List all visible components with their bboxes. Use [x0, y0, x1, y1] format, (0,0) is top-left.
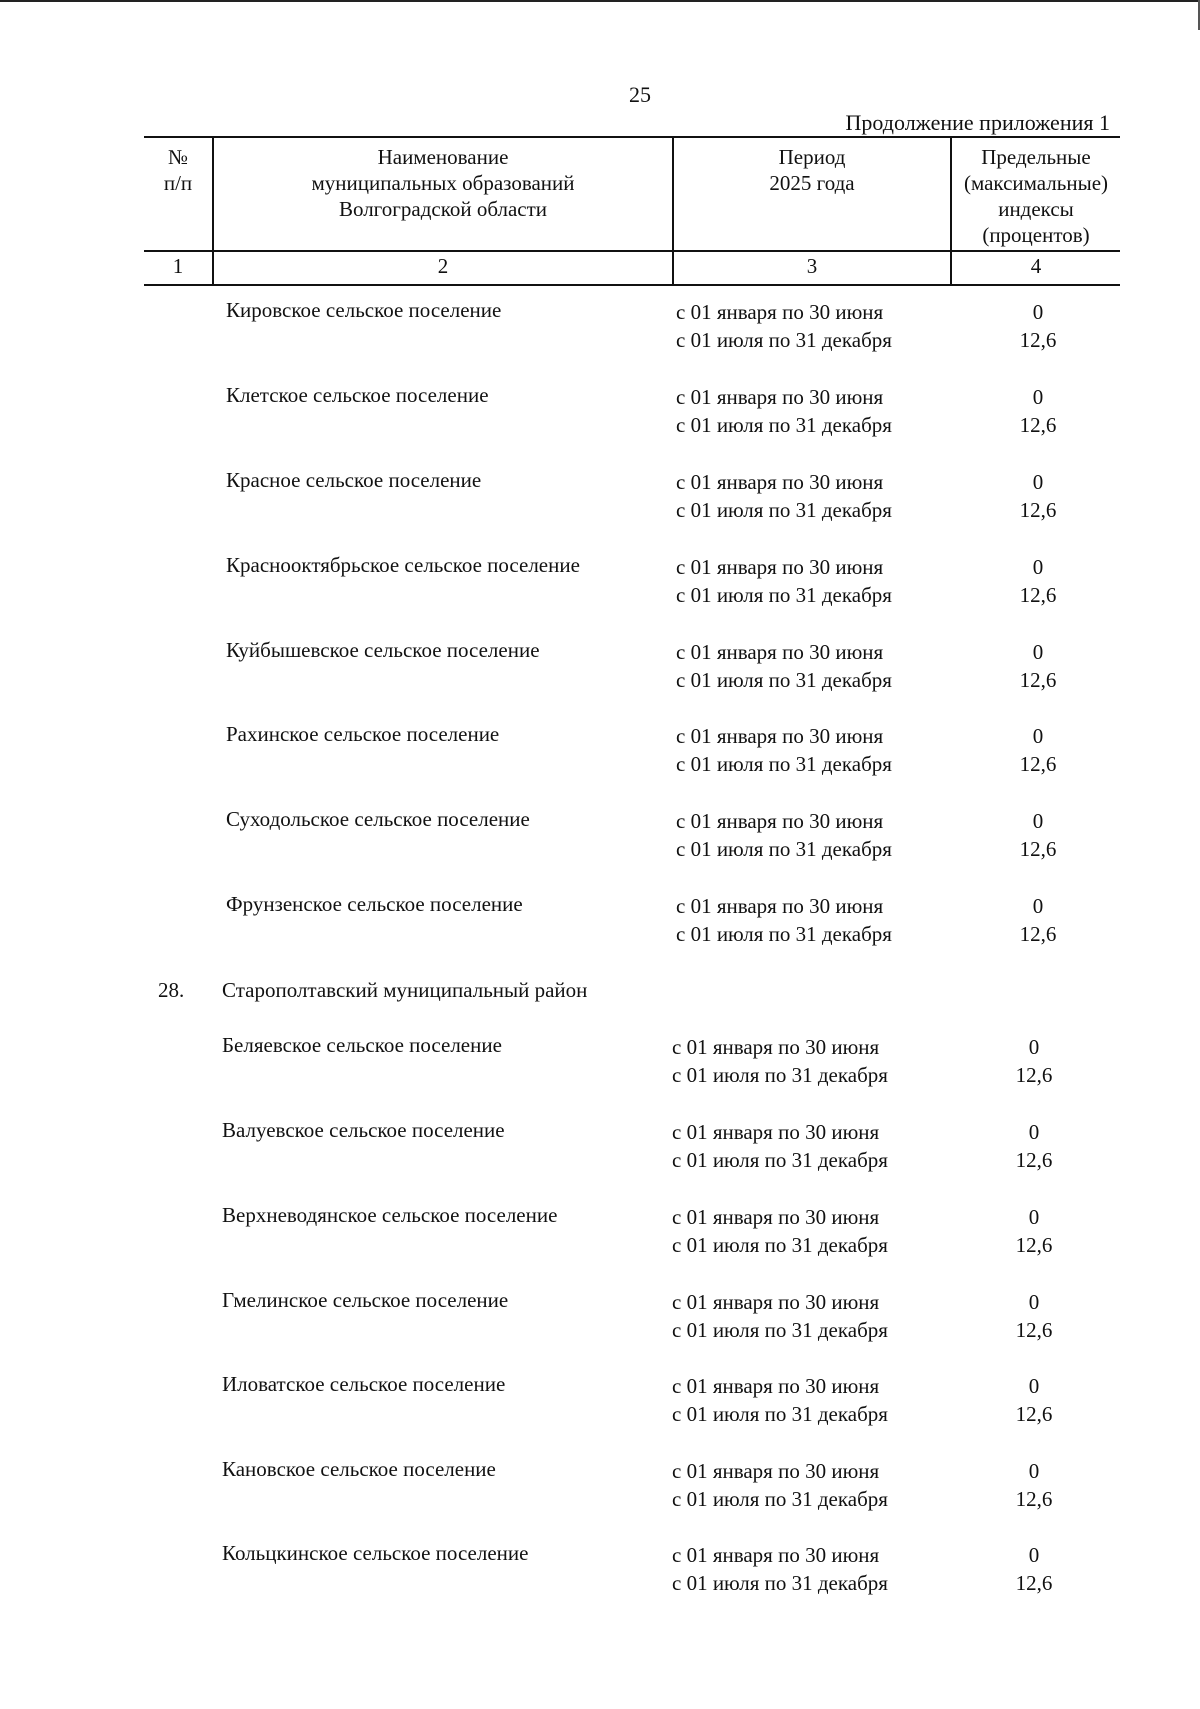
period-first-half: с 01 января по 30 июня — [676, 724, 884, 748]
table-row — [0, 468, 1200, 528]
period-first-half: с 01 января по 30 июня — [672, 1035, 880, 1059]
header-index-line: (процентов) — [982, 223, 1090, 247]
period-first-half: с 01 января по 30 июня — [676, 640, 884, 664]
header-index-line: (максимальные) — [963, 171, 1109, 195]
period-second-half: с 01 июля по 31 декабря — [676, 752, 892, 776]
index-second-half: 12,6 — [1019, 328, 1057, 352]
settlement-name: Кановское сельское поселение — [222, 1457, 496, 1481]
period-second-half: с 01 июля по 31 декабря — [676, 498, 892, 522]
settlement-name: Рахинское сельское поселение — [226, 722, 500, 746]
header-index-line: индексы — [998, 197, 1074, 221]
period-first-half: с 01 января по 30 июня — [676, 555, 884, 579]
table-row — [0, 383, 1200, 443]
page-number: 25 — [629, 82, 651, 107]
header-name-line: муниципальных образований — [311, 171, 575, 195]
table-row — [0, 1118, 1196, 1178]
table-row — [0, 553, 1200, 613]
index-second-half: 12,6 — [1015, 1063, 1053, 1087]
settlement-name: Верхневодянское сельское поселение — [222, 1203, 558, 1227]
period-second-half: с 01 июля по 31 декабря — [672, 1487, 888, 1511]
header-period-line: Период — [778, 145, 846, 169]
district-number: 28. — [158, 978, 185, 1002]
index-second-half: 12,6 — [1019, 668, 1057, 692]
period-second-half: с 01 июля по 31 декабря — [676, 837, 892, 861]
district-name: Старополтавский муниципальный район — [222, 978, 588, 1002]
index-first-half: 0 — [1028, 1374, 1040, 1398]
header-number — [144, 144, 212, 196]
header-number-line: № — [167, 145, 189, 169]
table-header — [144, 136, 1120, 286]
period-second-half: с 01 июля по 31 декабря — [672, 1318, 888, 1342]
header-name-line: Волгоградской области — [338, 197, 548, 221]
index-second-half: 12,6 — [1019, 922, 1057, 946]
table-row — [0, 298, 1200, 358]
index-first-half: 0 — [1032, 809, 1044, 833]
settlement-name: Суходольское сельское поселение — [226, 807, 530, 831]
index-first-half: 0 — [1032, 470, 1044, 494]
settlement-name: Кольцкинское сельское поселение — [222, 1541, 529, 1565]
index-second-half: 12,6 — [1019, 837, 1057, 861]
header-period-line: 2025 года — [769, 171, 855, 195]
settlement-name: Клетское сельское поселение — [226, 383, 489, 407]
index-first-half: 0 — [1028, 1290, 1040, 1314]
table-row — [0, 892, 1200, 952]
period-first-half: с 01 января по 30 июня — [672, 1205, 880, 1229]
period-first-half: с 01 января по 30 июня — [676, 809, 884, 833]
settlement-name: Куйбышевское сельское поселение — [226, 638, 540, 662]
column-number-3: 3 — [806, 254, 818, 278]
header-name — [214, 144, 672, 222]
period-first-half: с 01 января по 30 июня — [672, 1120, 880, 1144]
index-first-half: 0 — [1032, 724, 1044, 748]
header-bottom-rule — [144, 284, 1120, 286]
period-second-half: с 01 июля по 31 декабря — [676, 922, 892, 946]
index-second-half: 12,6 — [1015, 1487, 1053, 1511]
index-second-half: 12,6 — [1019, 752, 1057, 776]
period-second-half: с 01 июля по 31 декабря — [672, 1402, 888, 1426]
header-number-line: п/п — [163, 171, 193, 195]
period-second-half: с 01 июля по 31 декабря — [676, 583, 892, 607]
period-first-half: с 01 января по 30 июня — [672, 1374, 880, 1398]
index-second-half: 12,6 — [1015, 1233, 1053, 1257]
period-first-half: с 01 января по 30 июня — [676, 894, 884, 918]
table-row — [0, 1203, 1196, 1263]
settlement-name: Иловатское сельское поселение — [222, 1372, 506, 1396]
table-row — [0, 1033, 1196, 1093]
index-second-half: 12,6 — [1019, 413, 1057, 437]
column-number-4: 4 — [1030, 254, 1042, 278]
period-first-half: с 01 января по 30 июня — [672, 1459, 880, 1483]
table-row — [0, 1372, 1196, 1432]
table-row — [0, 1541, 1196, 1601]
index-first-half: 0 — [1032, 300, 1044, 324]
index-second-half: 12,6 — [1019, 583, 1057, 607]
column-number-1: 1 — [172, 254, 184, 278]
index-first-half: 0 — [1028, 1543, 1040, 1567]
period-second-half: с 01 июля по 31 декабря — [672, 1148, 888, 1172]
index-first-half: 0 — [1032, 640, 1044, 664]
period-first-half: с 01 января по 30 июня — [676, 385, 884, 409]
column-number-2: 2 — [437, 254, 449, 278]
scan-edge-top — [0, 0, 1200, 2]
settlement-name: Беляевское сельское поселение — [222, 1033, 502, 1057]
header-name-line: Наименование — [377, 145, 509, 169]
period-second-half: с 01 июля по 31 декабря — [672, 1233, 888, 1257]
period-first-half: с 01 января по 30 июня — [672, 1543, 880, 1567]
settlement-name: Фрунзенское сельское поселение — [226, 892, 523, 916]
header-top-rule — [144, 136, 1120, 138]
index-second-half: 12,6 — [1015, 1148, 1053, 1172]
index-second-half: 12,6 — [1015, 1571, 1053, 1595]
table-row — [0, 1457, 1196, 1517]
period-second-half: с 01 июля по 31 декабря — [676, 413, 892, 437]
index-first-half: 0 — [1032, 894, 1044, 918]
settlement-name: Краснооктябрьское сельское поселение — [226, 553, 580, 577]
index-first-half: 0 — [1032, 385, 1044, 409]
settlement-name: Красное сельское поселение — [226, 468, 482, 492]
index-first-half: 0 — [1028, 1035, 1040, 1059]
header-period — [674, 144, 950, 196]
period-first-half: с 01 января по 30 июня — [676, 300, 884, 324]
settlement-name: Кировское сельское поселение — [226, 298, 502, 322]
period-second-half: с 01 июля по 31 декабря — [672, 1571, 888, 1595]
table-row — [0, 638, 1200, 698]
period-first-half: с 01 января по 30 июня — [672, 1290, 880, 1314]
index-first-half: 0 — [1028, 1120, 1040, 1144]
header-mid-rule — [144, 250, 1120, 252]
table-row — [0, 807, 1200, 867]
header-index — [952, 144, 1120, 248]
index-first-half: 0 — [1028, 1205, 1040, 1229]
index-second-half: 12,6 — [1015, 1402, 1053, 1426]
period-second-half: с 01 июля по 31 декабря — [672, 1063, 888, 1087]
index-second-half: 12,6 — [1019, 498, 1057, 522]
index-first-half: 0 — [1028, 1459, 1040, 1483]
period-second-half: с 01 июля по 31 декабря — [676, 328, 892, 352]
table-row — [0, 1288, 1196, 1348]
settlement-name: Гмелинское сельское поселение — [222, 1288, 509, 1312]
period-second-half: с 01 июля по 31 декабря — [676, 668, 892, 692]
period-first-half: с 01 января по 30 июня — [676, 470, 884, 494]
index-first-half: 0 — [1032, 555, 1044, 579]
table-row — [0, 722, 1200, 782]
header-index-line: Предельные — [981, 145, 1091, 169]
settlement-name: Валуевское сельское поселение — [222, 1118, 505, 1142]
continuation-label: Продолжение приложения 1 — [845, 110, 1110, 135]
index-second-half: 12,6 — [1015, 1318, 1053, 1342]
